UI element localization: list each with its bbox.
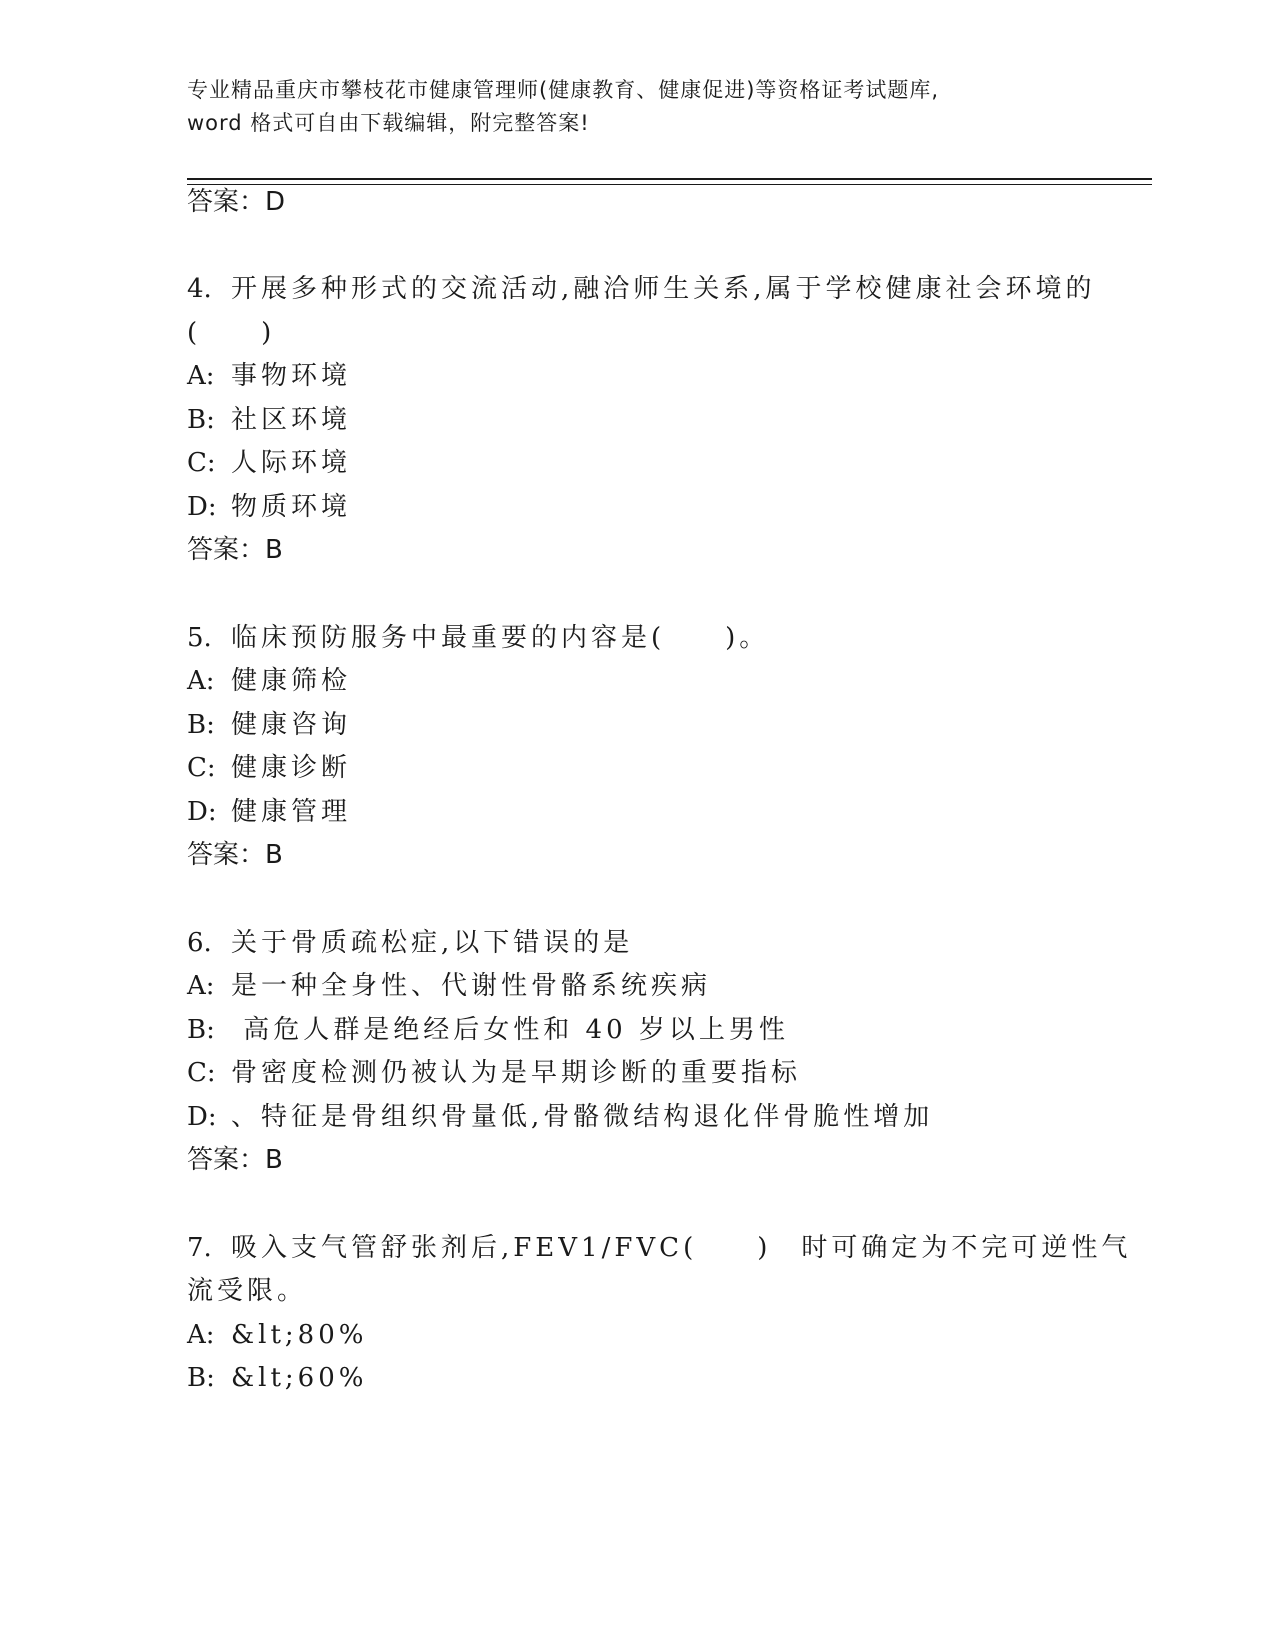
option-text: &lt;80% xyxy=(231,1320,368,1350)
option-text: 是一种全身性、代谢性骨骼系统疾病 xyxy=(231,971,712,1001)
option-text: 、特征是骨组织骨量低,骨骼微结构退化伴骨脆性增加 xyxy=(231,1102,934,1132)
option-text: 健康筛检 xyxy=(231,666,352,696)
question-5 xyxy=(187,620,769,656)
document-header xyxy=(187,74,1087,140)
option-label: B: xyxy=(187,710,215,740)
option-label: A: xyxy=(187,666,215,696)
question-number: 6. xyxy=(187,928,212,958)
question-number: 5. xyxy=(187,623,212,653)
option-c xyxy=(187,445,351,481)
option-a xyxy=(187,663,351,699)
header-divider-thin xyxy=(187,184,1152,185)
question-7 xyxy=(187,1230,1131,1266)
option-label: A: xyxy=(187,1320,215,1350)
option-text: 健康诊断 xyxy=(231,753,352,783)
option-c xyxy=(187,1055,801,1091)
option-a xyxy=(187,1317,367,1353)
option-label: D: xyxy=(187,797,217,827)
question-text: 开展多种形式的交流活动,融洽师生关系,属于学校健康社会环境的 xyxy=(231,274,1096,304)
option-label: A: xyxy=(187,971,215,1001)
option-d xyxy=(187,1099,933,1135)
question-4 xyxy=(187,271,1096,307)
question-number: 4. xyxy=(187,274,212,304)
option-text: 高危人群是绝经后女性和 40 岁以上男性 xyxy=(231,1015,789,1045)
question-text: 临床预防服务中最重要的内容是( )。 xyxy=(231,623,770,653)
question-text: 吸入支气管舒张剂后,FEV1/FVC( ) 时可确定为不完可逆性气 xyxy=(231,1233,1132,1263)
option-b xyxy=(187,1012,789,1048)
answer-line: 答案：D xyxy=(187,187,286,217)
option-label: B: xyxy=(187,1363,215,1393)
option-label: B: xyxy=(187,1015,215,1045)
question-number: 7. xyxy=(187,1233,212,1263)
question-6 xyxy=(187,925,633,961)
option-b xyxy=(187,707,351,743)
option-text: &lt;60% xyxy=(231,1363,368,1393)
option-label: C: xyxy=(187,753,216,783)
option-text: 健康管理 xyxy=(231,797,352,827)
header-divider-thick xyxy=(187,178,1152,180)
option-label: C: xyxy=(187,448,216,478)
option-b xyxy=(187,402,351,438)
option-c xyxy=(187,750,351,786)
option-text: 骨密度检测仍被认为是早期诊断的重要指标 xyxy=(231,1058,802,1088)
header-line-2: word 格式可自由下载编辑，附完整答案! xyxy=(187,111,590,135)
question-text: 关于骨质疏松症,以下错误的是 xyxy=(231,928,634,958)
option-a xyxy=(187,358,351,394)
answer-line: 答案：B xyxy=(187,840,283,870)
answer-line: 答案：B xyxy=(187,1145,283,1175)
option-label: D: xyxy=(187,1102,217,1132)
option-text: 健康咨询 xyxy=(231,710,352,740)
question-7-continuation: 流受限。 xyxy=(187,1276,308,1306)
option-text: 事物环境 xyxy=(231,361,352,391)
header-line-1: 专业精品重庆市攀枝花市健康管理师(健康教育、健康促进)等资格证考试题库, xyxy=(187,78,940,102)
option-text: 人际环境 xyxy=(231,448,352,478)
option-d xyxy=(187,794,351,830)
option-label: B: xyxy=(187,405,215,435)
answer-line: 答案：B xyxy=(187,535,283,565)
option-label: D: xyxy=(187,492,217,522)
option-label: C: xyxy=(187,1058,216,1088)
option-d xyxy=(187,489,351,525)
option-text: 社区环境 xyxy=(231,405,352,435)
option-text: 物质环境 xyxy=(231,492,352,522)
option-b xyxy=(187,1360,367,1396)
option-a xyxy=(187,968,711,1004)
question-4-continuation: ( ) xyxy=(187,318,276,348)
option-label: A: xyxy=(187,361,215,391)
